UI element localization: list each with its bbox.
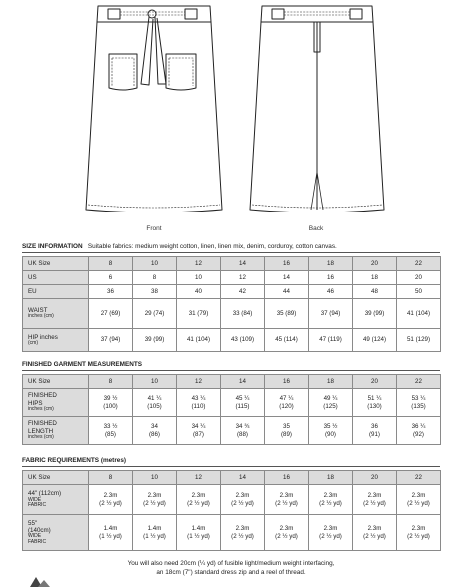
row-label-main: 44" (112cm) — [28, 490, 62, 498]
table-cell: 42 — [221, 285, 265, 299]
cell-yards: (1 ½ yd) — [187, 532, 210, 540]
row-label: EU — [23, 285, 89, 299]
table-cell — [397, 417, 441, 445]
cell-yards: (2 ½ yd) — [275, 499, 298, 507]
table-cell: 14 — [265, 271, 309, 285]
table-cell: 18 — [353, 271, 397, 285]
table-cell: 37 (94) — [89, 329, 133, 352]
table-cell: 39 (99) — [133, 329, 177, 352]
cell-cm: (100) — [103, 402, 118, 410]
cell-metres: 2.3m — [191, 492, 206, 500]
cell-metres: 2.3m — [411, 525, 426, 533]
cell-inches: 43 ¼ — [191, 395, 206, 403]
cell-cm: (89) — [280, 430, 292, 438]
table-cell — [309, 515, 353, 551]
row-label — [23, 515, 89, 551]
header-cell: 14 — [221, 257, 265, 271]
cell-metres: 2.3m — [147, 492, 162, 500]
table-cell: 45 (114) — [265, 329, 309, 352]
header-cell: 10 — [133, 471, 177, 485]
table-cell: 35 (89) — [265, 299, 309, 329]
table-cell: 48 — [353, 285, 397, 299]
cell-metres: 2.3m — [367, 525, 382, 533]
cell-cm: (120) — [279, 402, 294, 410]
header-cell: 22 — [397, 471, 441, 485]
table-cell — [309, 417, 353, 445]
cell-metres: 1.4m — [147, 525, 162, 533]
finished-table — [22, 374, 441, 445]
cell-inches: 35 ½ — [323, 423, 338, 431]
table-cell: 12 — [221, 271, 265, 285]
cell-cm: (125) — [323, 402, 338, 410]
row-label — [23, 389, 89, 417]
cell-cm: (86) — [148, 430, 160, 438]
us-row — [23, 271, 441, 285]
cell-inches: 35 — [283, 423, 290, 431]
cell-yards: (2 ½ yd) — [363, 499, 386, 507]
header-cell: 18 — [309, 375, 353, 389]
row-label-unit: (cm) — [28, 339, 38, 346]
table-cell — [221, 515, 265, 551]
cell-inches: 47 ¼ — [279, 395, 294, 403]
header-cell: 22 — [397, 257, 441, 271]
cell-cm: (110) — [191, 402, 206, 410]
cell-metres: 1.4m — [191, 525, 206, 533]
cell-yards: (2 ½ yd) — [231, 532, 254, 540]
row-label — [23, 329, 89, 352]
cell-yards: (2 ½ yd) — [99, 499, 122, 507]
cell-metres: 2.3m — [323, 492, 338, 500]
table-cell — [177, 515, 221, 551]
eu-row — [23, 285, 441, 299]
table-cell: 51 (129) — [397, 329, 441, 352]
table-cell: 39 (99) — [353, 299, 397, 329]
table-cell: 6 — [89, 271, 133, 285]
table-cell — [265, 485, 309, 515]
header-cell: 16 — [265, 471, 309, 485]
table-cell: 38 — [133, 285, 177, 299]
fabric-heading — [22, 456, 440, 467]
cell-cm: (105) — [147, 402, 162, 410]
cell-inches: 53 ¼ — [411, 395, 426, 403]
cell-inches: 33 ½ — [103, 423, 118, 431]
row-label — [23, 417, 89, 445]
row-label-unit: inches (cm) — [28, 434, 54, 441]
row-label-main: HIP inches — [28, 333, 58, 341]
size-header-row — [23, 257, 441, 271]
table-cell — [221, 389, 265, 417]
table-cell — [397, 389, 441, 417]
fabrics-note: Suitable fabrics: medium weight cotton, linen, linen mix, denim, corduroy, cotton canvas. — [87, 243, 337, 250]
table-cell: 49 (124) — [353, 329, 397, 352]
table-cell: 10 — [177, 271, 221, 285]
cell-yards: (2 ½ yd) — [187, 499, 210, 507]
table-cell — [89, 389, 133, 417]
skirt-sketches — [0, 0, 460, 212]
cell-metres: 2.3m — [235, 525, 250, 533]
cell-cm: (88) — [236, 430, 248, 438]
fabric-140-row — [23, 515, 441, 551]
row-label-unit: inches (cm) — [28, 406, 54, 413]
cell-inches: 34 ¾ — [235, 423, 250, 431]
row-label-unit: WIDE FABRIC — [28, 533, 47, 545]
table-cell — [397, 485, 441, 515]
corner-logo-icon — [28, 575, 52, 587]
cell-yards: (2 ½ yd) — [231, 499, 254, 507]
row-label-main: 55" (140cm) — [28, 519, 51, 534]
cell-cm: (130) — [367, 402, 382, 410]
header-cell: 20 — [353, 471, 397, 485]
waist-row — [23, 299, 441, 329]
header-cell: 12 — [177, 257, 221, 271]
cell-metres: 2.3m — [411, 492, 426, 500]
table-cell: 33 (84) — [221, 299, 265, 329]
table-cell — [353, 485, 397, 515]
cell-inches: 51 ¼ — [367, 395, 382, 403]
front-skirt-sketch — [86, 6, 222, 212]
back-skirt-sketch — [250, 6, 384, 212]
row-label-unit: WIDE FABRIC — [28, 496, 47, 509]
finished-header-row — [23, 375, 441, 389]
cell-yards: (2 ½ yd) — [407, 499, 430, 507]
table-cell — [309, 485, 353, 515]
table-cell: 41 (104) — [397, 299, 441, 329]
cell-yards: (1 ½ yd) — [143, 532, 166, 540]
header-cell: 8 — [89, 257, 133, 271]
cell-inches: 34 ¼ — [191, 423, 206, 431]
cell-inches: 41 ¼ — [147, 395, 162, 403]
table-cell — [265, 417, 309, 445]
table-cell: 31 (79) — [177, 299, 221, 329]
header-cell: 8 — [89, 375, 133, 389]
table-cell: 40 — [177, 285, 221, 299]
table-cell: 29 (74) — [133, 299, 177, 329]
hip-row — [23, 329, 441, 352]
header-cell: UK Size — [23, 375, 89, 389]
notions-line-2: an 18cm (7") standard dress zip and a reel of thread. — [156, 569, 306, 576]
cell-inches: 39 ½ — [103, 395, 118, 403]
size-info-title: SIZE INFORMATION — [22, 243, 83, 250]
cell-metres: 1.4m — [103, 525, 118, 533]
fabric-header-row — [23, 471, 441, 485]
cell-yards: (2 ½ yd) — [319, 532, 342, 540]
table-cell: 47 (119) — [309, 329, 353, 352]
size-info-table — [22, 256, 441, 352]
table-cell: 46 — [309, 285, 353, 299]
cell-cm: (92) — [412, 430, 424, 438]
table-cell: 43 (109) — [221, 329, 265, 352]
cell-inches: 36 — [371, 423, 378, 431]
fabric-112-row — [23, 485, 441, 515]
table-cell: 27 (69) — [89, 299, 133, 329]
cell-metres: 2.3m — [103, 492, 118, 500]
table-cell — [353, 389, 397, 417]
table-cell — [397, 515, 441, 551]
back-caption: Back — [308, 225, 324, 232]
header-cell: 16 — [265, 257, 309, 271]
cell-cm: (85) — [104, 430, 116, 438]
row-label — [23, 299, 89, 329]
table-cell: 37 (94) — [309, 299, 353, 329]
table-cell — [177, 485, 221, 515]
table-cell — [177, 389, 221, 417]
table-cell: 50 — [397, 285, 441, 299]
finished-hips-row — [23, 389, 441, 417]
header-cell: 8 — [89, 471, 133, 485]
table-cell: 36 — [89, 285, 133, 299]
notions-note — [22, 559, 440, 577]
table-cell — [265, 389, 309, 417]
table-cell — [133, 485, 177, 515]
cell-inches: 49 ¼ — [323, 395, 338, 403]
header-cell: 14 — [221, 471, 265, 485]
header-cell: 10 — [133, 375, 177, 389]
finished-title: FINISHED GARMENT MEASUREMENTS — [22, 361, 143, 368]
header-cell: 22 — [397, 375, 441, 389]
finished-length-row — [23, 417, 441, 445]
cell-cm: (91) — [368, 430, 380, 438]
header-cell: 12 — [177, 471, 221, 485]
cell-metres: 2.3m — [279, 525, 294, 533]
cell-metres: 2.3m — [323, 525, 338, 533]
row-label-main: WAIST — [28, 307, 48, 315]
header-cell: 10 — [133, 257, 177, 271]
table-cell — [221, 417, 265, 445]
header-cell: 12 — [177, 375, 221, 389]
table-cell — [353, 515, 397, 551]
cell-yards: (1 ½ yd) — [99, 532, 122, 540]
front-caption: Front — [146, 225, 162, 232]
header-cell: 20 — [353, 375, 397, 389]
finished-heading — [22, 360, 440, 371]
table-cell — [133, 389, 177, 417]
cell-metres: 2.3m — [235, 492, 250, 500]
header-cell: 20 — [353, 257, 397, 271]
table-cell: 41 (104) — [177, 329, 221, 352]
row-label-main: FINISHED LENGTH — [28, 420, 57, 435]
cell-inches: 34 — [151, 423, 158, 431]
header-cell: UK Size — [23, 257, 89, 271]
cell-inches: 45 ¼ — [235, 395, 250, 403]
table-cell — [89, 485, 133, 515]
table-cell — [353, 417, 397, 445]
row-label: US — [23, 271, 89, 285]
table-cell — [309, 389, 353, 417]
cell-metres: 2.3m — [279, 492, 294, 500]
table-cell — [89, 515, 133, 551]
table-cell: 44 — [265, 285, 309, 299]
fabric-table — [22, 470, 441, 551]
row-label-main: FINISHED HIPS — [28, 392, 57, 407]
cell-yards: (2 ½ yd) — [143, 499, 166, 507]
cell-yards: (2 ½ yd) — [319, 499, 342, 507]
cell-inches: 36 ¼ — [411, 423, 426, 431]
cell-cm: (90) — [324, 430, 336, 438]
table-cell — [133, 515, 177, 551]
row-label — [23, 485, 89, 515]
cell-cm: (115) — [235, 402, 250, 410]
table-cell — [89, 417, 133, 445]
row-label-unit: inches (cm) — [28, 313, 54, 320]
cell-yards: (2 ½ yd) — [407, 532, 430, 540]
header-cell: 18 — [309, 471, 353, 485]
cell-yards: (2 ½ yd) — [363, 532, 386, 540]
fabric-title: FABRIC REQUIREMENTS (metres) — [22, 457, 127, 464]
table-cell: 8 — [133, 271, 177, 285]
cell-cm: (87) — [192, 430, 204, 438]
header-cell: 18 — [309, 257, 353, 271]
header-cell: 14 — [221, 375, 265, 389]
cell-cm: (135) — [411, 402, 426, 410]
table-cell — [177, 417, 221, 445]
notions-line-1: You will also need 20cm (¼ yd) of fusible light/medium weight interfacing, — [127, 560, 335, 567]
size-info-heading — [22, 242, 440, 253]
table-cell — [265, 515, 309, 551]
header-cell: UK Size — [23, 471, 89, 485]
header-cell: 16 — [265, 375, 309, 389]
table-cell — [221, 485, 265, 515]
cell-metres: 2.3m — [367, 492, 382, 500]
table-cell: 16 — [309, 271, 353, 285]
table-cell — [133, 417, 177, 445]
cell-yards: (2 ½ yd) — [275, 532, 298, 540]
table-cell: 20 — [397, 271, 441, 285]
